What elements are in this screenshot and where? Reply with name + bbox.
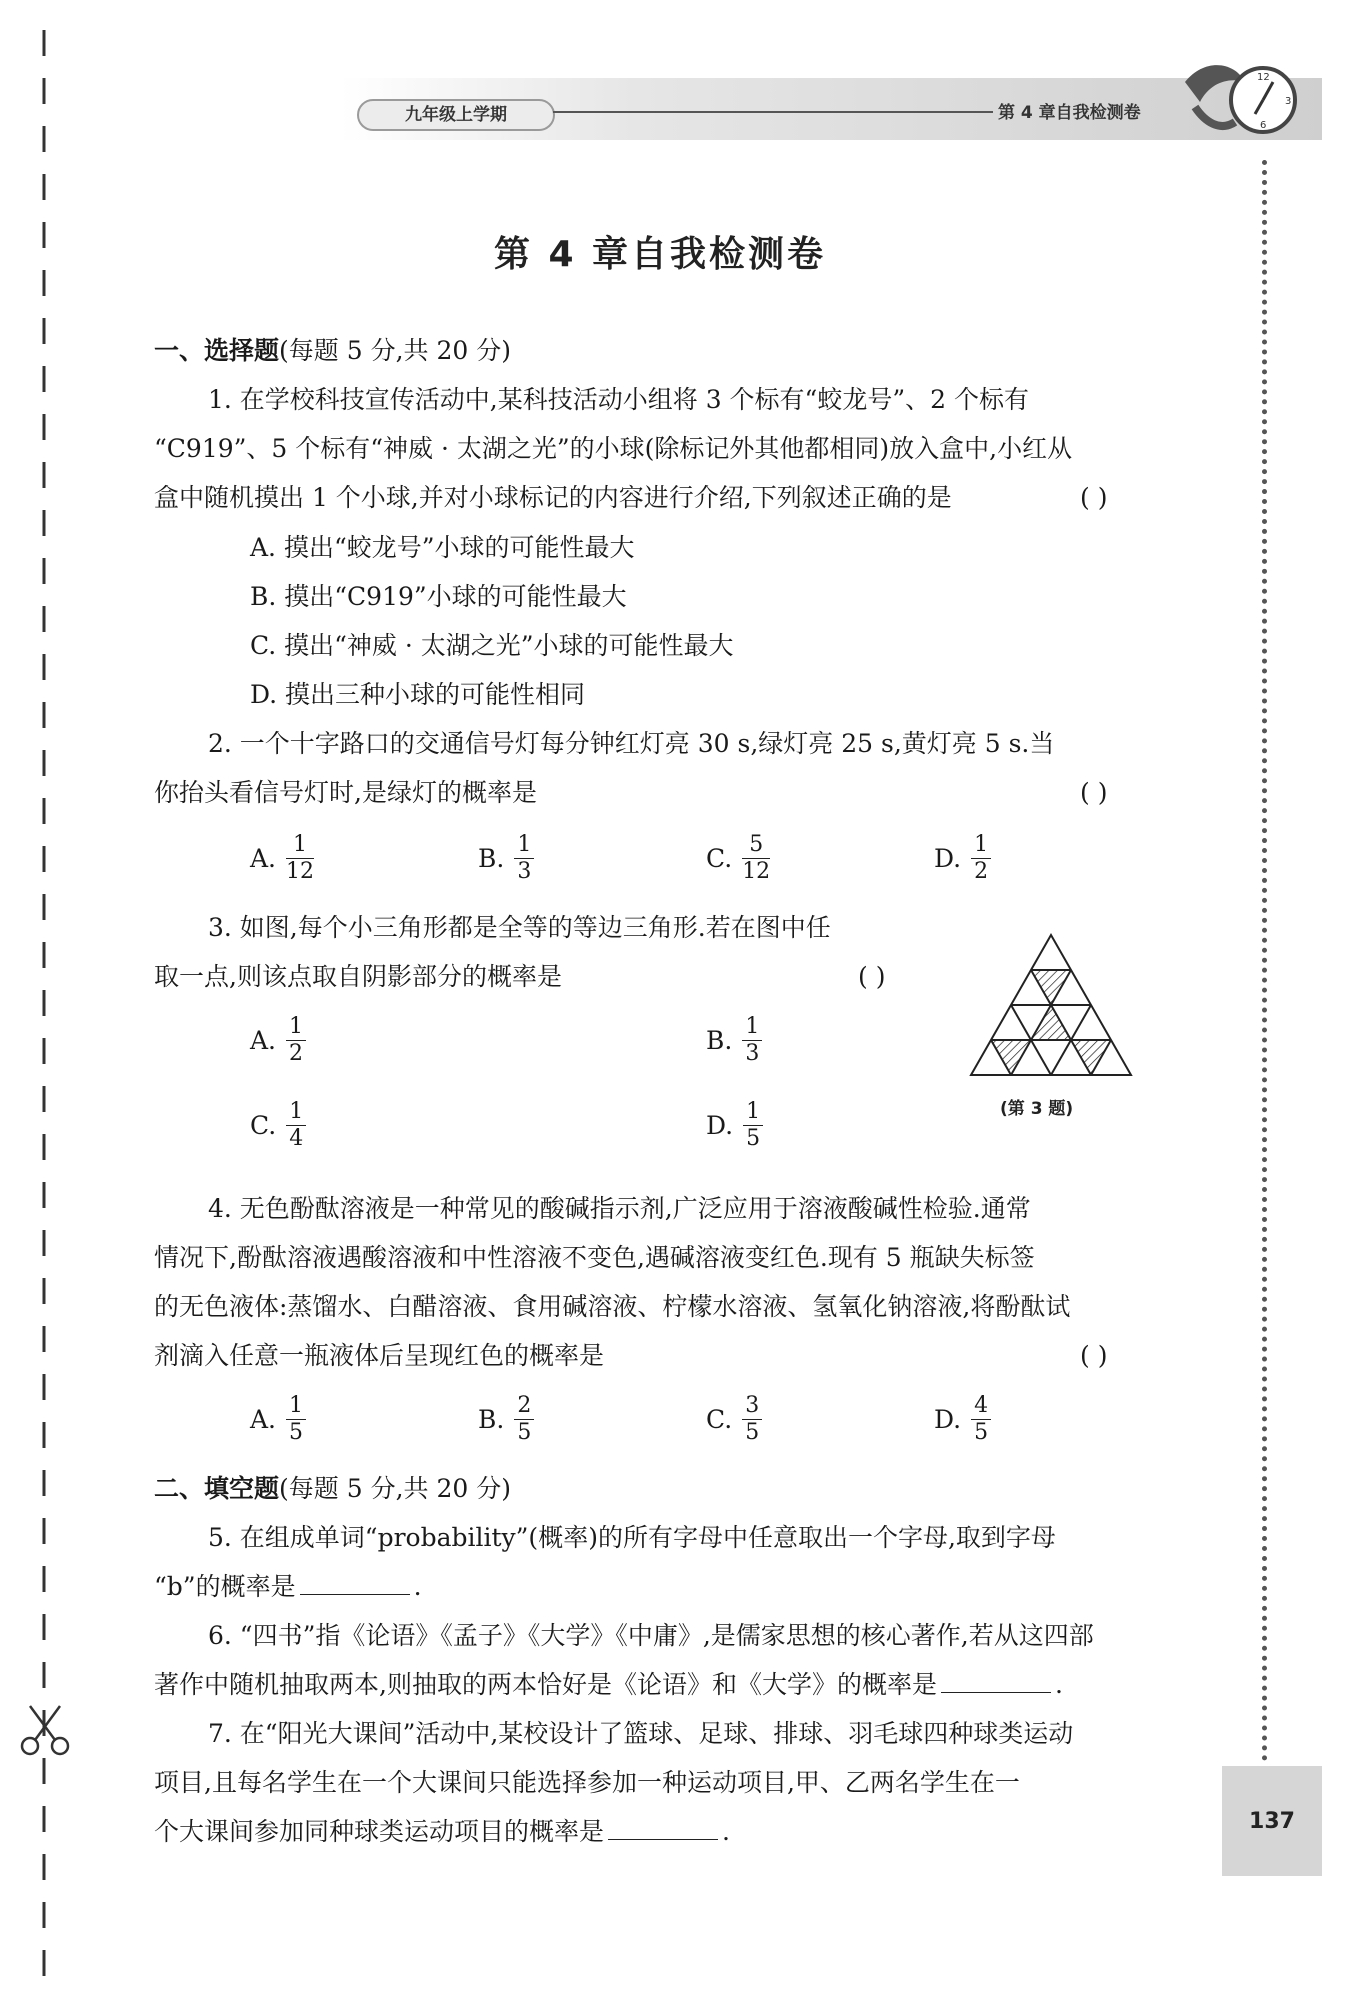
section-heading-fill: [154, 1474, 511, 1504]
q6-text: 著作中随机抽取两本,则抽取的两本恰好是《论语》和《大学》的概率是: [154, 1670, 937, 1699]
denominator: 5: [289, 1420, 304, 1445]
q4-line-4: 剂滴入任意一瓶液体后呈现红色的概率是: [154, 1341, 605, 1370]
q4-option-a: [250, 1393, 306, 1446]
figure-caption: (第 3 题): [1000, 1099, 1074, 1119]
scissors-icon: [18, 1702, 72, 1758]
answer-blank[interactable]: [608, 1817, 718, 1840]
section-name: 一、选择题: [154, 336, 280, 365]
q5-line-1: 5. 在组成单词“probability”(概率)的所有字母中任意取出一个字母,取到字母: [208, 1523, 1056, 1552]
page-number: 137: [1222, 1766, 1322, 1876]
numerator: 1: [745, 1014, 760, 1039]
q1-line-1: 1. 在学校科技宣传活动中,某科技活动小组将 3 个标有“蛟龙号”、2 个标有: [208, 385, 1029, 414]
q1-option-a: A. 摸出“蛟龙号”小球的可能性最大: [250, 533, 635, 562]
fraction: [742, 1393, 762, 1446]
fraction: [971, 1393, 991, 1446]
section-note: (每题 5 分,共 20 分): [279, 336, 511, 365]
dotted-margin-line: [1262, 160, 1267, 1762]
cut-line: [42, 30, 46, 1980]
svg-text:3: 3: [1285, 96, 1292, 107]
numerator: 1: [289, 1014, 304, 1039]
numerator: 5: [749, 832, 764, 857]
q4-option-b: [478, 1393, 534, 1446]
numerator: 1: [289, 1393, 304, 1418]
numerator: 1: [293, 832, 308, 857]
q2-line-2: 你抬头看信号灯时,是绿灯的概率是: [154, 778, 537, 807]
numerator: 3: [745, 1393, 760, 1418]
option-letter: C.: [250, 1111, 277, 1140]
q4-option-d: [934, 1393, 991, 1446]
fraction: [742, 1014, 762, 1067]
q2-option-b: [478, 832, 534, 885]
denominator: 5: [745, 1420, 760, 1445]
shaded-triangle: [1031, 970, 1071, 1005]
denominator: 5: [974, 1420, 989, 1445]
fraction: [514, 832, 534, 885]
q7-line-3: [154, 1817, 730, 1847]
option-letter: D.: [934, 844, 962, 873]
denominator: 3: [517, 859, 532, 884]
option-letter: D.: [706, 1111, 734, 1140]
denominator: 4: [289, 1126, 304, 1151]
option-letter: B.: [478, 1405, 505, 1434]
q4-line-3: 的无色液体:蒸馏水、白醋溶液、食用碱溶液、柠檬水溶液、氢氧化钠溶液,将酚酞试: [154, 1292, 1071, 1321]
q7-text: 个大课间参加同种球类运动项目的概率是: [154, 1817, 605, 1846]
q6-line-2: [154, 1670, 1063, 1700]
option-letter: A.: [250, 844, 277, 873]
q5-text: “b”的概率是: [154, 1572, 296, 1601]
denominator: 5: [746, 1126, 761, 1151]
q7-line-2: 项目,且每名学生在一个大课间只能选择参加一种运动项目,甲、乙两名学生在一: [154, 1768, 1020, 1797]
fraction: [514, 1393, 534, 1446]
q3-answer-paren: ( ): [858, 962, 886, 991]
denominator: 2: [974, 859, 989, 884]
denominator: 5: [517, 1420, 532, 1445]
q3-option-d: [706, 1099, 763, 1152]
q1-answer-paren: ( ): [1080, 483, 1108, 512]
q1-line-3: 盒中随机摸出 1 个小球,并对小球标记的内容进行介绍,下列叙述正确的是: [154, 483, 952, 512]
shaded-triangle: [991, 1040, 1031, 1075]
numerator: 1: [517, 832, 532, 857]
svg-text:12: 12: [1257, 72, 1270, 83]
q4-line-1: 4. 无色酚酞溶液是一种常见的酸碱指示剂,广泛应用于溶液酸碱性检验.通常: [208, 1194, 1031, 1223]
q6-line-1: 6. “四书”指《论语》《孟子》《大学》《中庸》,是儒家思想的核心著作,若从这四部: [208, 1621, 1094, 1650]
q4-answer-paren: ( ): [1080, 1341, 1108, 1370]
page-title: 第 4 章自我检测卷: [493, 234, 827, 275]
q3-line-1: 3. 如图,每个小三角形都是全等的等边三角形.若在图中任: [208, 913, 831, 942]
q2-option-d: [934, 832, 991, 885]
q4-option-c: [706, 1393, 762, 1446]
fraction: [286, 1099, 306, 1152]
option-letter: B.: [706, 1026, 733, 1055]
numerator: 1: [289, 1099, 304, 1124]
shaded-triangle: [1031, 1005, 1071, 1040]
option-letter: C.: [706, 1405, 733, 1434]
denominator: 2: [289, 1041, 304, 1066]
answer-blank[interactable]: [941, 1670, 1051, 1693]
q3-line-2: 取一点,则该点取自阴影部分的概率是: [154, 962, 562, 991]
q3-option-b: [706, 1014, 762, 1067]
denominator: 3: [745, 1041, 760, 1066]
fraction: [286, 1014, 306, 1067]
clock-runner-icon: [1175, 52, 1305, 142]
option-letter: B.: [478, 844, 505, 873]
shaded-triangle: [1071, 1040, 1111, 1075]
fraction: [971, 832, 991, 885]
answer-blank[interactable]: [300, 1572, 410, 1595]
q1-option-c: C. 摸出“神威 · 太湖之光”小球的可能性最大: [250, 631, 734, 660]
section-heading-choice: [154, 336, 511, 366]
fraction: [286, 832, 314, 885]
denominator: 12: [286, 859, 315, 884]
q5-line-2: [154, 1572, 422, 1602]
q3-option-c: [250, 1099, 306, 1152]
grade-label: 九年级上学期: [357, 99, 555, 131]
q2-line-1: 2. 一个十字路口的交通信号灯每分钟红灯亮 30 s,绿灯亮 25 s,黄灯亮 5 s.当: [208, 729, 1055, 758]
q2-option-a: [250, 832, 314, 885]
q1-option-b: B. 摸出“C919”小球的可能性最大: [250, 582, 627, 611]
q3-option-a: [250, 1014, 306, 1067]
period: .: [1054, 1670, 1063, 1699]
q7-line-1: 7. 在“阳光大课间”活动中,某校设计了篮球、足球、排球、羽毛球四种球类运动: [208, 1719, 1074, 1748]
denominator: 12: [742, 859, 771, 884]
header-rule: [553, 111, 993, 113]
section-name: 二、填空题: [154, 1474, 280, 1503]
period: .: [413, 1572, 422, 1601]
option-letter: C.: [706, 844, 733, 873]
fraction: [742, 832, 770, 885]
numerator: 1: [746, 1099, 761, 1124]
numerator: 4: [974, 1393, 989, 1418]
q1-option-d: D. 摸出三种小球的可能性相同: [250, 680, 586, 709]
q2-answer-paren: ( ): [1080, 778, 1108, 807]
triangle-figure: [968, 932, 1134, 1078]
option-letter: D.: [934, 1405, 962, 1434]
q2-option-c: [706, 832, 770, 885]
section-note: (每题 5 分,共 20 分): [279, 1474, 511, 1503]
q1-line-2: “C919”、5 个标有“神威 · 太湖之光”的小球(除标记外其他都相同)放入盒中,小红从: [154, 434, 1073, 463]
numerator: 2: [517, 1393, 532, 1418]
option-letter: A.: [250, 1405, 277, 1434]
chapter-tag: 第 4 章自我检测卷: [998, 103, 1141, 123]
numerator: 1: [974, 832, 989, 857]
svg-text:6: 6: [1260, 120, 1267, 131]
period: .: [722, 1817, 730, 1846]
fraction: [286, 1393, 306, 1446]
q4-line-2: 情况下,酚酞溶液遇酸溶液和中性溶液不变色,遇碱溶液变红色.现有 5 瓶缺失标签: [154, 1243, 1035, 1272]
fraction: [743, 1099, 763, 1152]
option-letter: A.: [250, 1026, 277, 1055]
